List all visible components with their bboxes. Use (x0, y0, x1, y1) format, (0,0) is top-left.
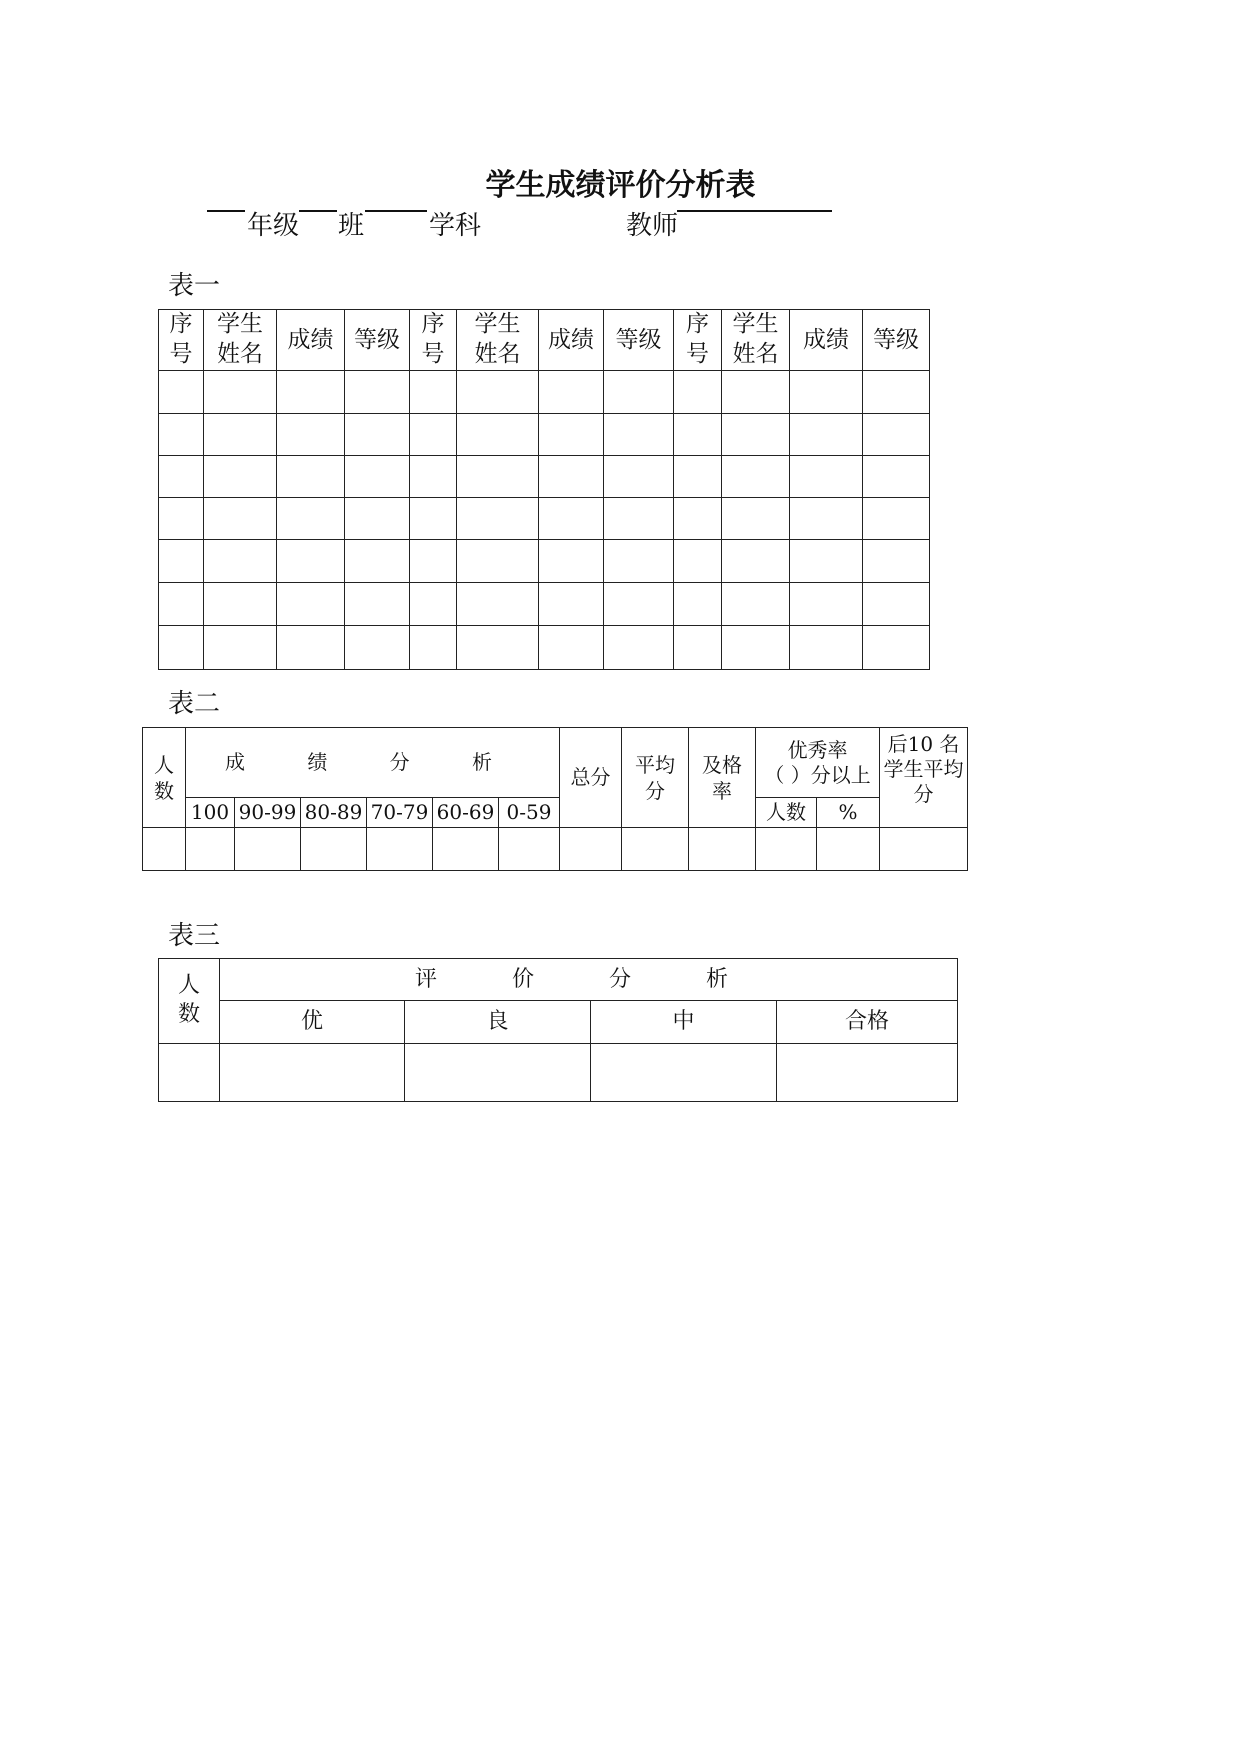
level-excellent: 优 (220, 1001, 405, 1044)
entry-cell[interactable] (539, 413, 604, 455)
analysis-header: 成 绩 分 析 (186, 728, 560, 798)
entry-cell[interactable] (539, 455, 604, 497)
entry-cell[interactable] (674, 497, 722, 539)
entry-cell[interactable] (410, 455, 457, 497)
entry-cell[interactable] (604, 413, 674, 455)
entry-cell[interactable] (235, 828, 301, 871)
entry-cell[interactable] (345, 582, 410, 625)
col-no: 序号 (674, 310, 722, 371)
entry-cell[interactable] (790, 497, 863, 539)
entry-cell[interactable] (539, 582, 604, 625)
entry-cell[interactable] (604, 370, 674, 413)
entry-cell[interactable] (457, 370, 539, 413)
page-title: 学生成绩评价分析表 (485, 168, 756, 203)
table1-caption: 表一 (168, 271, 221, 301)
entry-cell[interactable] (159, 625, 204, 669)
table2-caption: 表二 (168, 689, 221, 719)
entry-cell[interactable] (457, 497, 539, 539)
entry-cell[interactable] (591, 1044, 777, 1102)
range-100: 100 (186, 798, 235, 828)
entry-cell[interactable] (433, 828, 499, 871)
entry-cell[interactable] (367, 828, 433, 871)
entry-cell[interactable] (539, 370, 604, 413)
entry-cell[interactable] (722, 455, 790, 497)
score-analysis-table (142, 727, 968, 871)
pass-rate-header: 及格率 (689, 728, 756, 828)
entry-cell[interactable] (410, 582, 457, 625)
col-level: 等级 (345, 310, 410, 371)
entry-cell[interactable] (277, 455, 345, 497)
entry-cell[interactable] (410, 625, 457, 669)
bottom10-header: 后10 名学生平均分 (880, 728, 968, 828)
count-header: 人数 (159, 959, 220, 1044)
entry-cell[interactable] (159, 370, 204, 413)
excellent-threshold-label: （ ）分以上 (764, 762, 871, 787)
table-row (159, 625, 930, 669)
level-good: 良 (405, 1001, 591, 1044)
average-header: 平均分 (622, 728, 689, 828)
range-90-99: 90-99 (235, 798, 301, 828)
entry-cell[interactable] (345, 497, 410, 539)
col-name: 学生姓名 (457, 310, 539, 371)
entry-cell[interactable] (604, 455, 674, 497)
entry-cell[interactable] (863, 455, 930, 497)
entry-cell[interactable] (143, 828, 186, 871)
entry-cell[interactable] (277, 539, 345, 582)
entry-cell[interactable] (722, 370, 790, 413)
entry-cell[interactable] (204, 582, 277, 625)
excellent-rate-label: 优秀率 (787, 737, 848, 762)
entry-cell[interactable] (277, 413, 345, 455)
teacher-label: 教师 (626, 211, 679, 241)
col-score: 成绩 (277, 310, 345, 371)
entry-cell[interactable] (457, 539, 539, 582)
entry-cell[interactable] (204, 497, 277, 539)
range-70-79: 70-79 (367, 798, 433, 828)
entry-cell[interactable] (220, 1044, 405, 1102)
entry-cell[interactable] (457, 413, 539, 455)
entry-cell[interactable] (790, 413, 863, 455)
entry-cell[interactable] (863, 370, 930, 413)
col-score: 成绩 (539, 310, 604, 371)
entry-cell[interactable] (345, 370, 410, 413)
col-level: 等级 (604, 310, 674, 371)
entry-cell[interactable] (405, 1044, 591, 1102)
entry-cell[interactable] (457, 582, 539, 625)
entry-cell[interactable] (790, 582, 863, 625)
entry-cell[interactable] (722, 539, 790, 582)
table-row (159, 370, 930, 413)
range-80-89: 80-89 (301, 798, 367, 828)
level-pass: 合格 (777, 1001, 958, 1044)
entry-cell[interactable] (674, 539, 722, 582)
entry-cell[interactable] (674, 582, 722, 625)
entry-cell[interactable] (159, 582, 204, 625)
entry-cell[interactable] (790, 539, 863, 582)
entry-cell[interactable] (345, 413, 410, 455)
evaluation-header: 评 价 分 析 (220, 959, 958, 1001)
table-row (159, 539, 930, 582)
table-row (159, 497, 930, 539)
col-name: 学生姓名 (722, 310, 790, 371)
grade-label: 年级 (247, 211, 300, 241)
entry-cell[interactable] (277, 370, 345, 413)
grade-blank[interactable] (207, 210, 245, 212)
entry-cell[interactable] (722, 625, 790, 669)
entry-cell[interactable] (689, 828, 756, 871)
entry-cell[interactable] (674, 625, 722, 669)
entry-cell[interactable] (674, 413, 722, 455)
entry-cell[interactable] (674, 455, 722, 497)
col-level: 等级 (863, 310, 930, 371)
entry-cell[interactable] (560, 828, 622, 871)
class-blank[interactable] (299, 210, 337, 212)
table3-caption: 表三 (168, 921, 221, 951)
entry-cell[interactable] (457, 625, 539, 669)
entry-cell[interactable] (722, 413, 790, 455)
excellent-count-header: 人数 (756, 798, 817, 828)
teacher-blank[interactable] (677, 210, 832, 212)
entry-cell[interactable] (410, 413, 457, 455)
table-row (159, 582, 930, 625)
class-label: 班 (338, 211, 365, 241)
entry-cell[interactable] (159, 455, 204, 497)
entry-cell[interactable] (863, 582, 930, 625)
entry-cell[interactable] (410, 539, 457, 582)
entry-cell[interactable] (539, 539, 604, 582)
entry-cell[interactable] (204, 413, 277, 455)
table-row (159, 413, 930, 455)
entry-cell[interactable] (756, 828, 817, 871)
entry-cell[interactable] (604, 582, 674, 625)
entry-cell[interactable] (410, 370, 457, 413)
col-score: 成绩 (790, 310, 863, 371)
entry-cell[interactable] (345, 455, 410, 497)
total-header: 总分 (560, 728, 622, 828)
range-60-69: 60-69 (433, 798, 499, 828)
level-medium: 中 (591, 1001, 777, 1044)
entry-cell[interactable] (604, 539, 674, 582)
entry-cell[interactable] (159, 497, 204, 539)
entry-cell[interactable] (204, 625, 277, 669)
entry-cell[interactable] (604, 625, 674, 669)
entry-cell[interactable] (277, 625, 345, 669)
entry-cell[interactable] (604, 497, 674, 539)
entry-cell[interactable] (301, 828, 367, 871)
excellent-rate-header (756, 728, 880, 798)
subject-blank[interactable] (365, 210, 427, 212)
entry-cell[interactable] (204, 370, 277, 413)
entry-cell[interactable] (277, 582, 345, 625)
entry-cell[interactable] (790, 370, 863, 413)
entry-cell[interactable] (722, 497, 790, 539)
entry-cell[interactable] (345, 625, 410, 669)
percent-header: % (817, 798, 880, 828)
entry-cell[interactable] (159, 539, 204, 582)
entry-cell[interactable] (722, 582, 790, 625)
table-row (159, 455, 930, 497)
entry-cell[interactable] (880, 828, 968, 871)
entry-cell[interactable] (277, 497, 345, 539)
entry-cell[interactable] (790, 455, 863, 497)
count-header: 人数 (143, 728, 186, 828)
entry-cell[interactable] (345, 539, 410, 582)
entry-cell[interactable] (863, 413, 930, 455)
col-no: 序号 (410, 310, 457, 371)
entry-cell[interactable] (817, 828, 880, 871)
entry-cell[interactable] (790, 625, 863, 669)
entry-cell[interactable] (204, 455, 277, 497)
entry-cell[interactable] (159, 413, 204, 455)
entry-cell[interactable] (539, 497, 604, 539)
entry-cell[interactable] (539, 625, 604, 669)
entry-cell[interactable] (863, 539, 930, 582)
subject-label: 学科 (429, 211, 482, 241)
entry-cell[interactable] (674, 370, 722, 413)
entry-cell[interactable] (622, 828, 689, 871)
student-score-table (158, 309, 930, 670)
entry-cell[interactable] (863, 625, 930, 669)
entry-cell[interactable] (499, 828, 560, 871)
entry-cell[interactable] (863, 497, 930, 539)
entry-cell[interactable] (410, 497, 457, 539)
entry-cell[interactable] (186, 828, 235, 871)
entry-cell[interactable] (159, 1044, 220, 1102)
col-no: 序号 (159, 310, 204, 371)
range-0-59: 0-59 (499, 798, 560, 828)
entry-cell[interactable] (204, 539, 277, 582)
evaluation-table (158, 958, 958, 1102)
col-name: 学生姓名 (204, 310, 277, 371)
entry-cell[interactable] (457, 455, 539, 497)
table-row (143, 828, 968, 871)
entry-cell[interactable] (777, 1044, 958, 1102)
table-row (159, 1044, 958, 1102)
